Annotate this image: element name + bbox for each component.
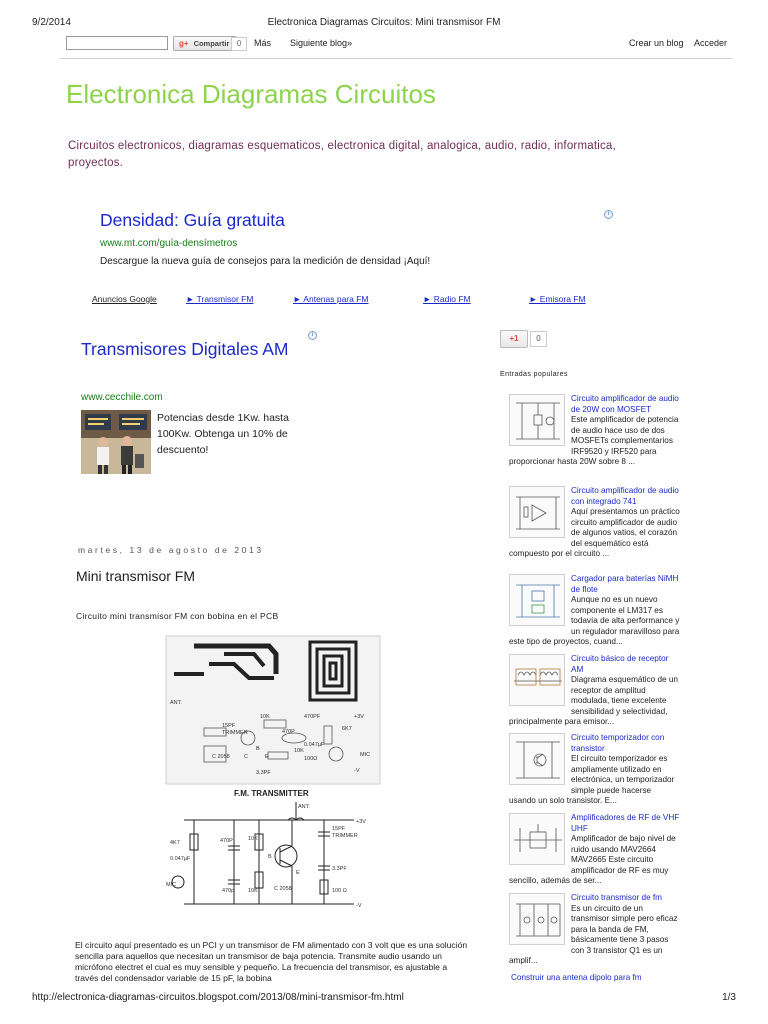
diagram-label: ANT.: [170, 700, 182, 706]
share-count: 0: [231, 37, 247, 51]
diagram-label: 15PF: [332, 826, 346, 832]
ads-by-google-label[interactable]: Anuncios Google: [92, 294, 157, 304]
ad-title[interactable]: Transmisores Digitales AM: [81, 339, 289, 359]
diagram-label: +3V: [354, 714, 364, 720]
post-thumbnail[interactable]: [509, 574, 565, 626]
ad-url[interactable]: www.cecchile.com: [81, 392, 163, 403]
popular-post-title[interactable]: Circuito transmisor de fm: [571, 893, 662, 902]
post-body: El circuito aquí presentado es un PCI y un transmisor de FM alimentado con 3 volt que es una solución sencilla para aquellos que necesitan un transmisor de baja potencia. Transmite audio usando un micrófono electret el cual es muy sensible y pequeño. La frecuencia del transmisor, es ajustable a través del condensador variable de 15 pF, la bobina: [75, 940, 468, 983]
diagram-label: 3.3PF: [332, 866, 347, 872]
diagram-label: 15PF: [222, 723, 236, 729]
popular-post-title[interactable]: Construir una antena dipolo para fm: [511, 973, 642, 982]
diagram-label: 10K: [260, 714, 270, 720]
diagram-label: 10K: [294, 748, 304, 754]
print-page-number: 1/3: [722, 992, 736, 1003]
popular-post-snippet: Aunque no es un nuevo componente el LM317 es todavía de alta performance y un regulador maravilloso para este tipo de proyectos, cuand...: [509, 595, 680, 646]
more-link[interactable]: Más: [254, 38, 272, 48]
diagram-label: B: [268, 854, 272, 860]
ad-text: Descargue la nueva guía de consejos para la medición de densidad ¡Aquí!: [100, 256, 431, 267]
post-thumbnail[interactable]: [509, 654, 565, 706]
print-page-title: Electronica Diagramas Circuitos: Mini transmisor FM: [267, 17, 501, 28]
post-title[interactable]: Mini transmisor FM: [76, 568, 196, 584]
diagram-label: -V: [356, 903, 362, 909]
popular-post-title[interactable]: Circuito básico de receptor AM: [571, 654, 669, 674]
blog-title[interactable]: Electronica Diagramas Circuitos: [66, 79, 436, 109]
navbar-search-input[interactable]: [66, 36, 168, 50]
diagram-label: 470P: [282, 729, 295, 735]
diagram-label: 100Ω: [304, 756, 318, 762]
ad-link-unit: [92, 294, 652, 308]
popular-post-snippet: Diagrama esquemático de un receptor de amplitud modulada, tiene excelente sensibilidad y selectividad, principalmente para emisor...: [509, 675, 678, 726]
next-blog-link[interactable]: Siguiente blog»: [290, 38, 353, 48]
diagram-label: 0.047µF: [170, 856, 191, 862]
post-subtitle: Circuito mini transmisor FM con bobina en el PCB: [76, 611, 279, 621]
print-url: http://electronica-diagramas-circuitos.blogspot.com/2013/08/mini-transmisor-fm.html: [32, 992, 404, 1003]
diagram-label: 4K7: [170, 840, 180, 846]
popular-post-title[interactable]: Amplificadores de RF de VHF UHF: [571, 813, 680, 833]
diagram-label: +3V: [356, 819, 366, 825]
diagram-label: 100 Ω: [332, 888, 347, 894]
diagram-label: 0.047µF: [304, 742, 325, 748]
popular-post-snippet: Este amplificador de potencia de audio hace uso de dos MOSFETs complementarios IRF9520 y IRF520 para proporcionar hasta 20W sobre 8 ...: [509, 415, 679, 466]
ad-link-antenas-fm[interactable]: ► Antenas para FM: [293, 294, 369, 304]
popular-post-snippet: Aquí presentamos un práctico circuito amplificador de audio de algunos vatios, el corazón del esquemático está compuesto por el circuito ...: [509, 507, 680, 558]
ad-link-radio-fm[interactable]: ► Radio FM: [423, 294, 471, 304]
diagram-label: TRIMMER: [222, 730, 248, 736]
popular-post: [509, 394, 680, 468]
popular-post: [509, 733, 680, 807]
diagram-label: 470P: [220, 838, 233, 844]
diagram-label: C: [244, 754, 248, 760]
google-plus-icon: g+: [179, 39, 189, 48]
diagram-label: MIC: [166, 882, 177, 888]
popular-post: [509, 574, 680, 648]
popular-post: [509, 813, 680, 887]
diagram-label: C 2058: [212, 754, 230, 760]
popular-post-snippet: Es un circuito de un transmisor simple pero eficaz para la banda de FM, básicamente tiene 3 pasos con 3 transistor Q1 es un amplif...: [509, 903, 678, 965]
post-date: martes, 13 de agosto de 2013: [78, 545, 264, 555]
popular-post: [509, 486, 680, 560]
ad-link-emisora-fm[interactable]: ► Emisora FM: [529, 294, 586, 304]
diagram-label: 470p: [222, 888, 235, 894]
ad-photo[interactable]: [81, 410, 151, 474]
diagram-label: 10K: [248, 888, 258, 894]
blog-description: Circuitos electronicos, diagramas esquematicos, electronica digital, analogica, audio, radio, informatica, proyectos.: [68, 140, 616, 169]
print-date: 9/2/2014: [32, 17, 71, 28]
navbar-divider: [60, 58, 732, 59]
popular-post: [509, 893, 680, 967]
ad-link-transmisor-fm[interactable]: ► Transmisor FM: [186, 294, 254, 304]
adchoices-icon[interactable]: i: [308, 331, 317, 340]
plus-one-count: 0: [530, 331, 547, 347]
post-thumbnail[interactable]: [509, 733, 565, 785]
popular-post-snippet: Amplificador de bajo nivel de ruido usando MAV2664 MAV2665 Este circuito amplificador de RF es muy sencillo, además de ser...: [509, 834, 676, 885]
popular-post-title[interactable]: Circuito temporizador con transistor: [571, 733, 665, 753]
popular-post-snippet: El circuito temporizador es ampliamente utilizado en electrónica, un temporizador simple puede hacerse usando un solo transistor. E...: [509, 754, 675, 805]
diagram-label: B: [256, 746, 260, 752]
blogger-navbar: [60, 33, 732, 57]
post-thumbnail[interactable]: [509, 813, 565, 865]
ad-title[interactable]: Densidad: Guía gratuita: [100, 210, 285, 230]
diagram-label: E: [265, 754, 269, 760]
popular-post-title[interactable]: Circuito amplificador de audio de 20W con MOSFET: [571, 394, 679, 414]
create-blog-link[interactable]: Crear un blog: [629, 38, 684, 48]
share-label: Compartir: [193, 39, 230, 48]
diagram-label: TRIMMER: [332, 833, 358, 839]
diagram-heading: F.M. TRANSMITTER: [234, 789, 309, 798]
diagram-label: E: [296, 870, 300, 876]
diagram-label: C 2058: [274, 886, 292, 892]
post-thumbnail[interactable]: [509, 394, 565, 446]
popular-posts-heading: Entradas populares: [500, 371, 568, 378]
diagram-label: ANT.: [298, 804, 310, 810]
diagram-label: 470PF: [304, 714, 321, 720]
ad-url[interactable]: www.mt.com/guía-densímetros: [100, 238, 238, 249]
diagram-label: -V: [354, 768, 360, 774]
popular-post-title[interactable]: Cargador para baterías NiMH de flote: [571, 574, 679, 594]
popular-post-title[interactable]: Circuito amplificador de audio con integrado 741: [571, 486, 679, 506]
diagram-label: MIC: [360, 752, 371, 758]
post-thumbnail[interactable]: [509, 486, 565, 538]
share-button[interactable]: [173, 36, 237, 51]
adchoices-icon[interactable]: i: [604, 210, 613, 219]
diagram-label: 10K: [248, 836, 258, 842]
diagram-label: 6K7: [342, 726, 352, 732]
google-plus-one-button[interactable]: +1: [500, 330, 528, 348]
post-thumbnail[interactable]: [509, 893, 565, 945]
circuit-diagram[interactable]: [164, 634, 382, 916]
diagram-label: 3.3PF: [256, 770, 271, 776]
popular-post: [509, 654, 680, 728]
ad-text: Potencias desde 1Kw. hasta 100Kw. Obtenga un 10% de descuento!: [157, 412, 289, 456]
login-link[interactable]: Acceder: [694, 38, 728, 48]
